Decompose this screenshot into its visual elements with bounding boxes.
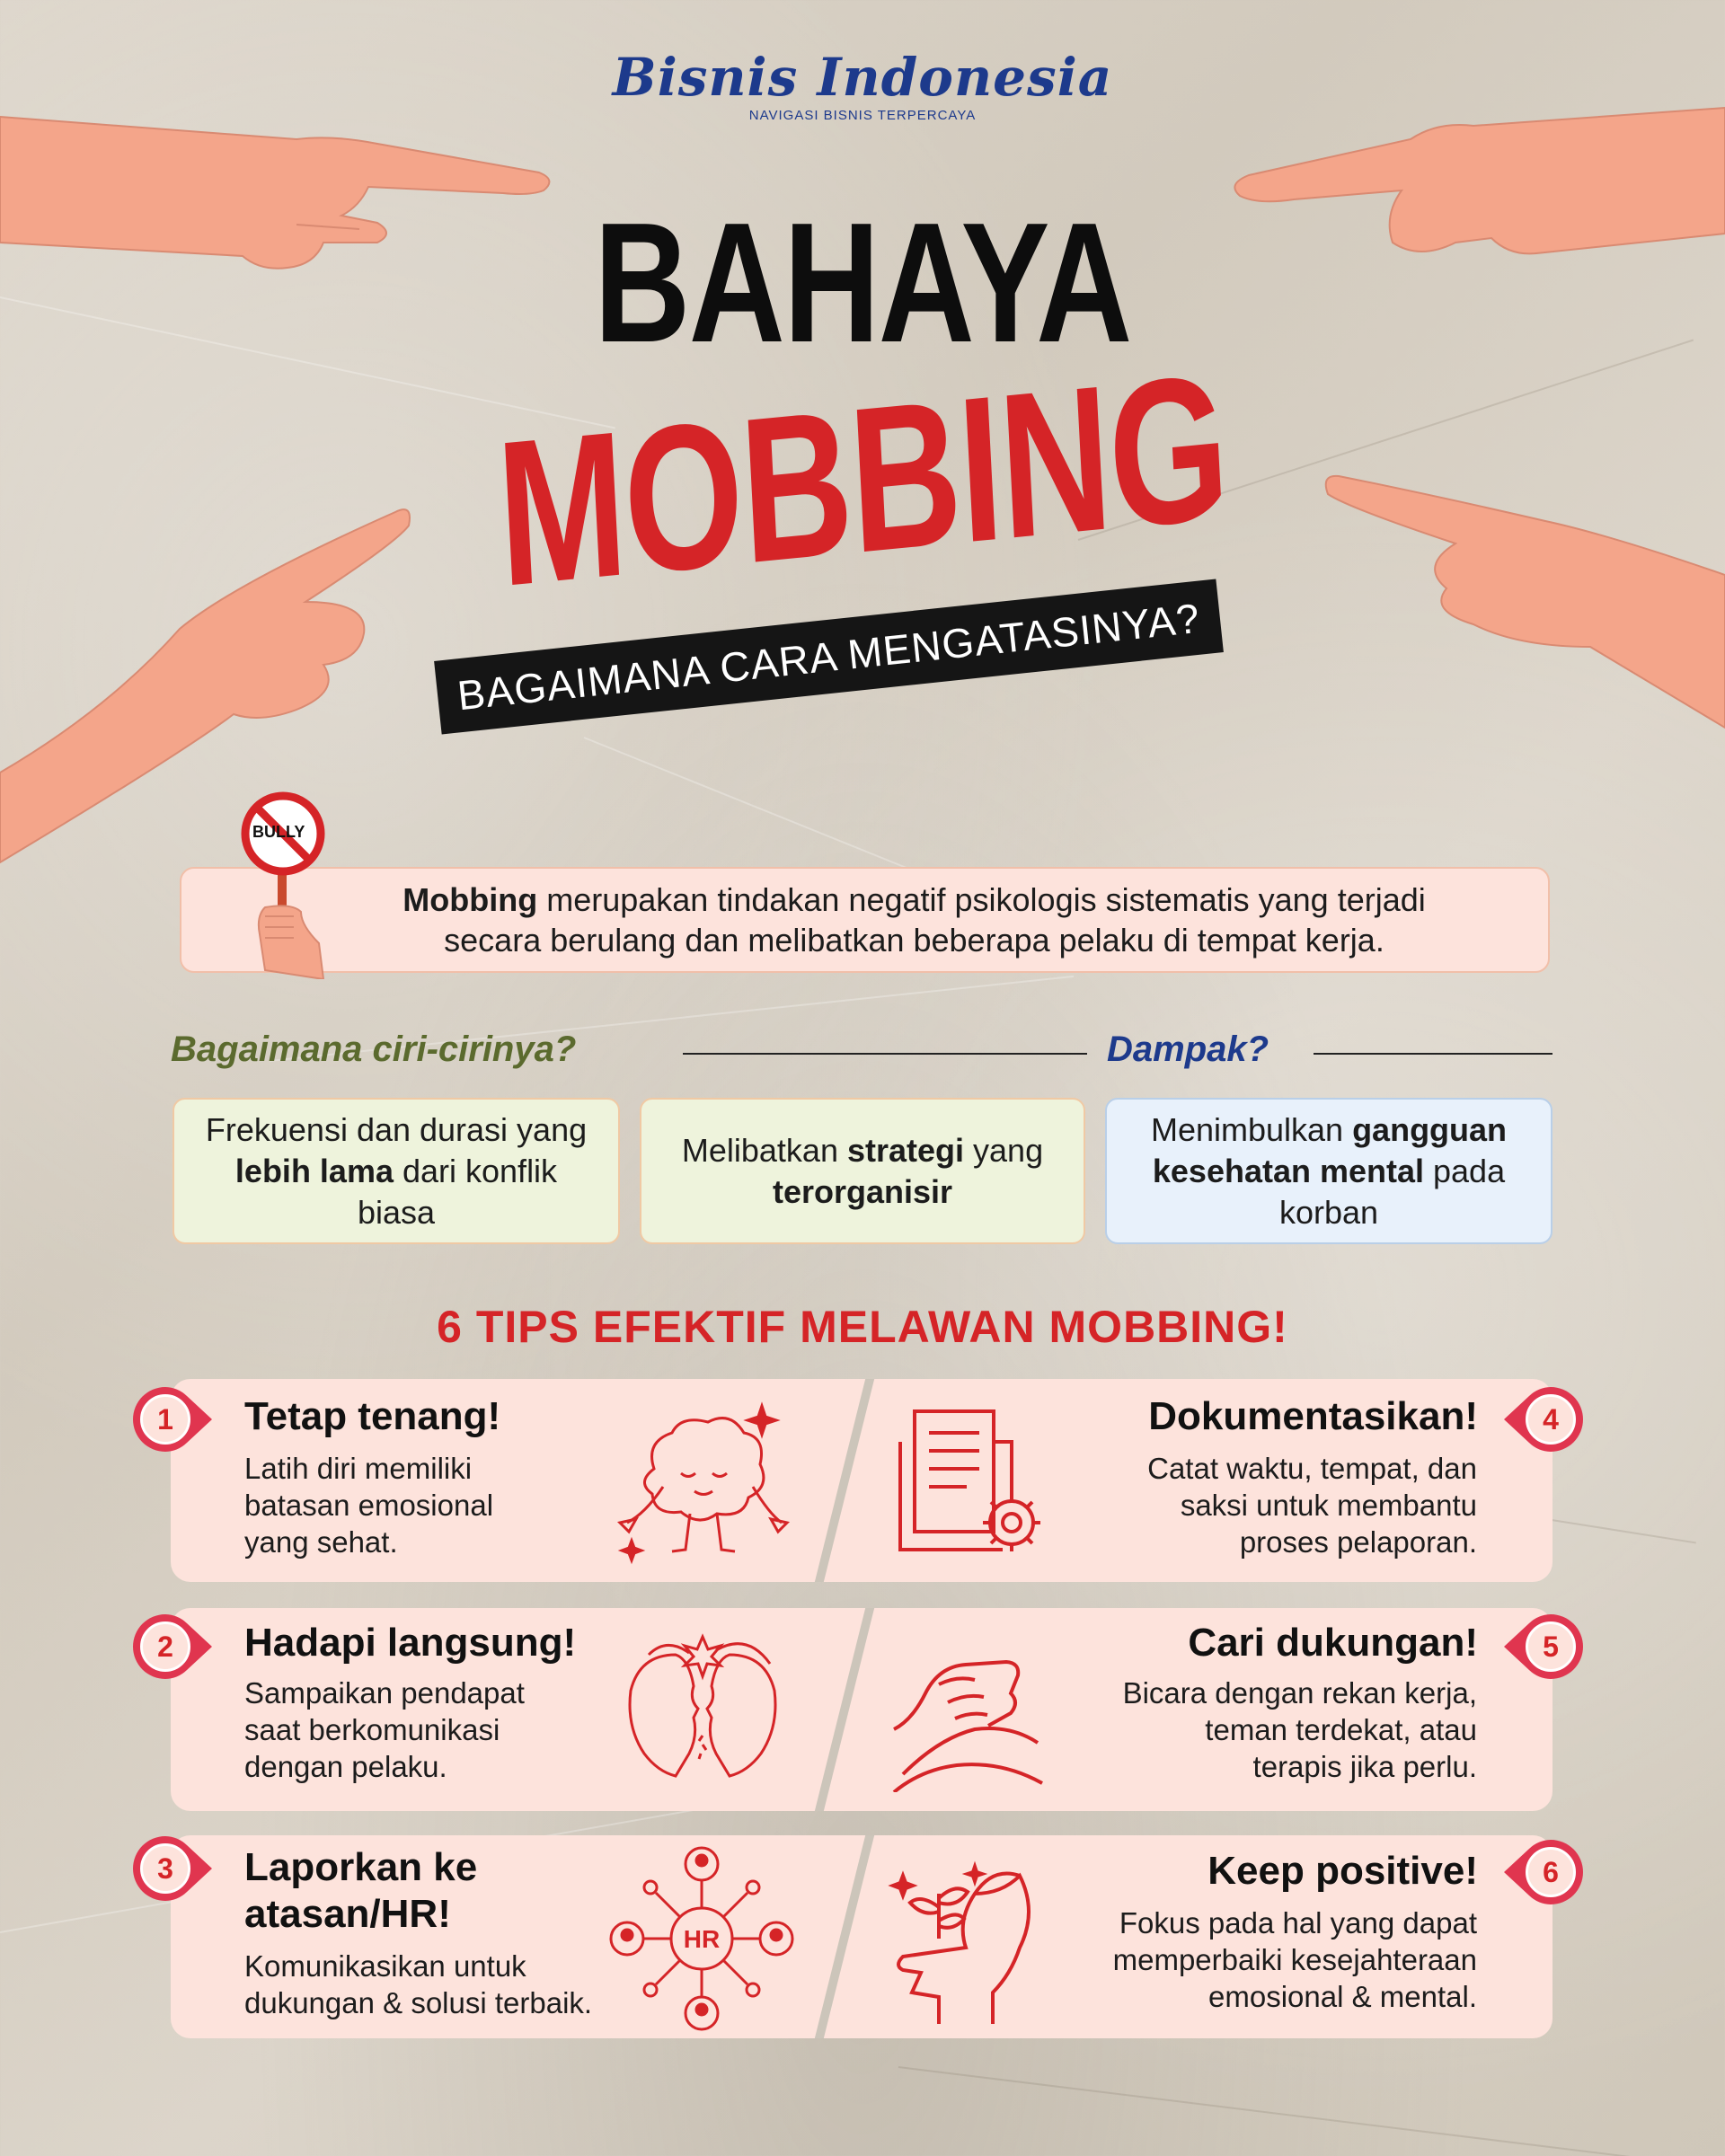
- tip-5-line-1: Bicara dengan rekan kerja,: [1122, 1676, 1477, 1710]
- tip-number-1: 1: [140, 1394, 190, 1445]
- impact-text-end: pada korban: [1278, 1152, 1506, 1231]
- char-1-bold: lebih lama: [234, 1152, 394, 1189]
- tip-4-line-1: Catat waktu, tempat, dan: [1147, 1452, 1477, 1485]
- definition-term: Mobbing: [402, 881, 538, 918]
- tip-3-line-1: Komunikasikan untuk: [244, 1949, 526, 1983]
- tip-number-2: 2: [140, 1621, 190, 1672]
- confrontation-faces-icon: [613, 1628, 792, 1789]
- char-2-text-mid: yang: [964, 1131, 1044, 1169]
- growth-mind-icon: [885, 1858, 1047, 2028]
- characteristics-heading: Bagaimana ciri-cirinya?: [171, 1029, 577, 1069]
- tip-4-line-2: saksi untuk membantu: [1180, 1489, 1477, 1522]
- tip-badge-3: [133, 1836, 214, 1901]
- tip-5-body: [1123, 1674, 1477, 1785]
- tip-badge-1: [133, 1387, 214, 1452]
- char-2-bold-2: terorganisir: [772, 1172, 953, 1210]
- logo-tagline: NAVIGASI BISNIS TERPERCAYA: [748, 108, 977, 123]
- tip-number-3: 3: [140, 1843, 190, 1894]
- tip-1-line-2: batasan emosional: [244, 1489, 494, 1522]
- tip-2-title: Hadapi langsung!: [244, 1621, 577, 1665]
- subtitle-banner: BAGAIMANA CARA MENGATASINYA?: [434, 579, 1223, 735]
- logo-name: Bisnis Indonesia: [612, 47, 1113, 108]
- tip-badge-6: [1502, 1840, 1583, 1904]
- tip-3-title-line-1: Laporkan ke: [244, 1845, 478, 1889]
- tip-6-title: Keep positive!: [1208, 1849, 1478, 1893]
- tip-2-line-2: saat berkomunikasi: [244, 1713, 500, 1746]
- tips-heading: 6 TIPS EFEKTIF MELAWAN MOBBING!: [437, 1302, 1288, 1352]
- tip-1-line-3: yang sehat.: [244, 1525, 398, 1559]
- impact-card: [1105, 1098, 1552, 1244]
- char-1-text-end: dari konflik biasa: [357, 1152, 558, 1231]
- char-2-text: Melibatkan: [681, 1131, 847, 1169]
- hr-network-icon: [607, 1844, 796, 2033]
- svg-text:HR: HR: [683, 1925, 721, 1953]
- tip-1-title: Tetap tenang!: [244, 1394, 501, 1438]
- tip-badge-2: [133, 1614, 214, 1679]
- impact-bold: gangguan kesehatan mental: [1152, 1110, 1508, 1189]
- tip-2-line-1: Sampaikan pendapat: [244, 1676, 525, 1710]
- no-bully-sign-icon: [238, 791, 337, 979]
- tip-5-line-3: terapis jika perlu.: [1252, 1750, 1477, 1783]
- brand-logo: [0, 47, 1725, 123]
- tip-4-line-3: proses pelaporan.: [1239, 1525, 1477, 1559]
- tip-6-line-3: emosional & mental.: [1208, 1980, 1477, 2013]
- definition-line-2: secara berulang dan melibatkan beberapa pelaku di tempat kerja.: [444, 922, 1384, 959]
- tip-6-line-2: memperbaiki kesejahteraan: [1112, 1943, 1477, 1976]
- tip-2-line-3: dengan pelaku.: [244, 1750, 447, 1783]
- char-1-text: Frekuensi dan durasi yang: [205, 1110, 588, 1148]
- tip-4-title: Dokumentasikan!: [1148, 1394, 1478, 1438]
- tip-3-title: [244, 1844, 477, 1938]
- tip-3-body: [244, 1948, 592, 2021]
- characteristic-card-2: [640, 1098, 1085, 1244]
- title-line-2: MOBBING: [492, 331, 1233, 630]
- char-2-bold: strategi: [846, 1131, 965, 1169]
- tip-1-body: [244, 1450, 493, 1560]
- definition-box: [180, 867, 1550, 973]
- definition-line-1: merupakan tindakan negatif psikologis sistematis yang terjadi: [537, 881, 1426, 918]
- tip-badge-5: [1502, 1614, 1583, 1679]
- impact-text: Menimbulkan: [1150, 1110, 1353, 1148]
- tip-badge-4: [1502, 1387, 1583, 1452]
- tip-6-body: [1113, 1904, 1477, 2015]
- tip-4-body: [1147, 1450, 1477, 1560]
- tip-number-6: 6: [1526, 1847, 1576, 1897]
- tip-5-title: Cari dukungan!: [1188, 1621, 1478, 1665]
- bully-sign-text: BULLY: [252, 823, 305, 841]
- title-line-1: BAHAYA: [594, 188, 1131, 378]
- characteristic-card-1: [172, 1098, 620, 1244]
- tip-number-4: 4: [1526, 1394, 1576, 1445]
- characteristics-divider: [683, 1053, 1087, 1055]
- tip-3-title-line-2: atasan/HR!: [244, 1892, 451, 1936]
- calm-brain-icon: [609, 1397, 798, 1568]
- tip-number-5: 5: [1526, 1621, 1576, 1672]
- impact-heading: Dampak?: [1107, 1029, 1269, 1069]
- tip-1-line-1: Latih diri memiliki: [244, 1452, 473, 1485]
- handshake-icon: [885, 1639, 1047, 1792]
- impact-divider: [1314, 1053, 1552, 1055]
- tip-3-line-2: dukungan & solusi terbaik.: [244, 1986, 593, 2019]
- tip-5-line-2: teman terdekat, atau: [1205, 1713, 1477, 1746]
- tip-6-line-1: Fokus pada hal yang dapat: [1119, 1906, 1477, 1940]
- tip-2-body: [244, 1674, 525, 1785]
- document-folder-icon: [895, 1406, 1057, 1568]
